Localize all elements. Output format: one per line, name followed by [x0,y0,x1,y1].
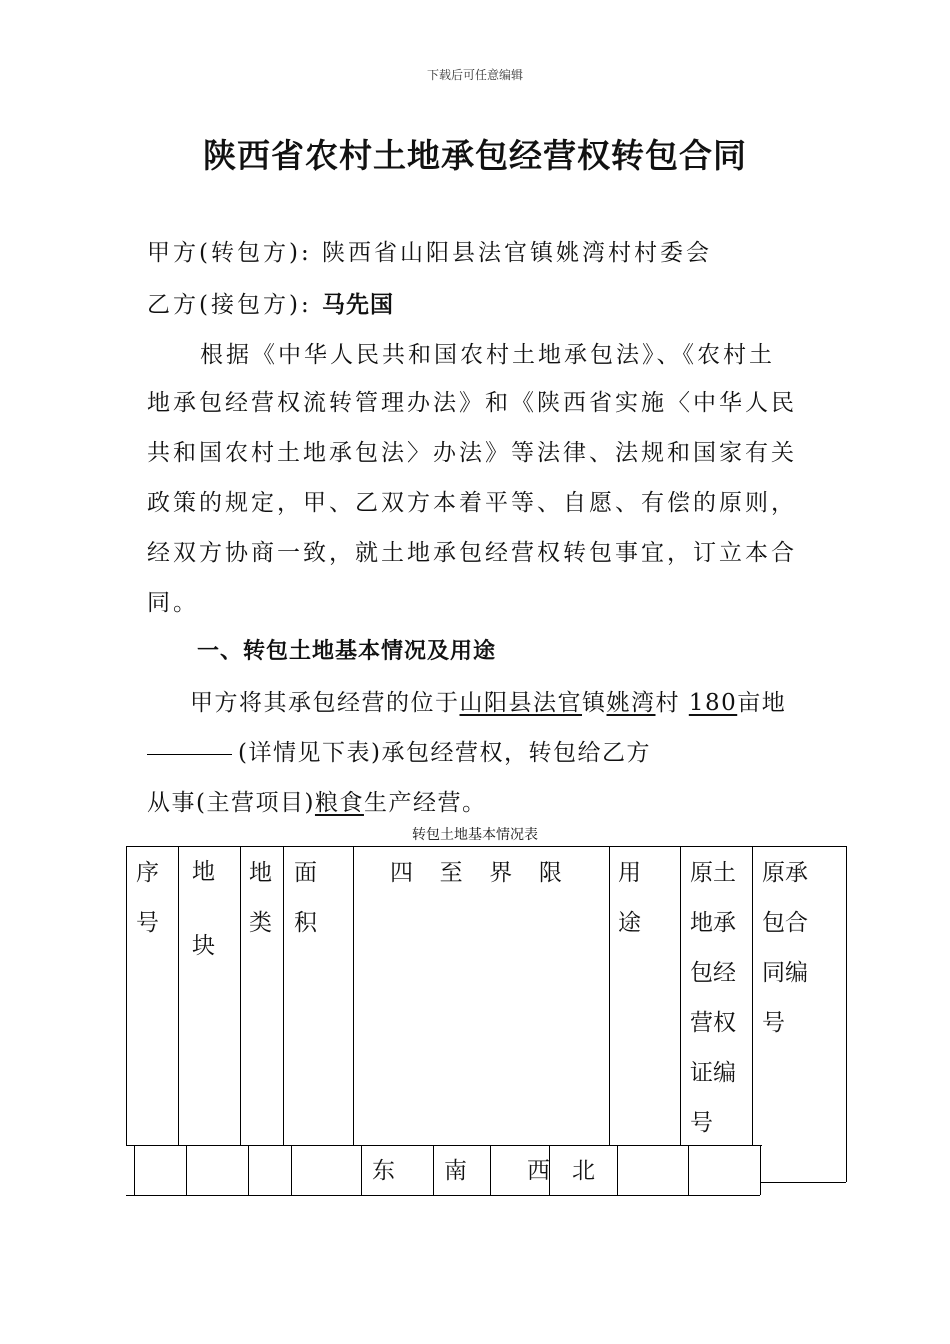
location-county-town: 山阳县法官 [459,690,582,716]
table-border [609,846,610,1145]
table-border [846,846,847,1182]
boundary-south: 南 [444,1158,467,1184]
header-seq: 序 号 [136,860,159,936]
section-1-paragraph-2 [147,734,651,767]
boundary-east: 东 [372,1158,395,1184]
table-border [240,846,241,1145]
location-village: 姚湾 [606,690,656,716]
area-value: 180 [688,690,738,716]
party-b-line [147,286,394,319]
party-b-value: 马先国 [322,292,395,318]
header-contract-number: 原承 包合 同编 号 [762,860,808,1036]
text-span: 从事(主营项目) [147,790,315,816]
header-plot: 地 块 [192,859,215,959]
section-1-heading: 一、转包土地基本情况及用途 [197,639,497,664]
text-span: 甲方将其承包经营的位于 [190,690,460,716]
table-border [353,846,354,1145]
header-use: 用 途 [618,860,641,936]
party-a-label: 甲方(转包方): [147,240,312,266]
boundary-west: 西 [527,1158,550,1184]
header-area: 面 积 [294,860,317,936]
section-1-paragraph-3 [147,784,486,817]
text-span: (详情见下表)承包经营权，转包给乙方 [238,740,651,766]
table-border [490,1145,491,1195]
table-caption: 转包土地基本情况表 [412,827,538,843]
table-border [752,846,753,1145]
table-border [433,1145,434,1195]
text-span: 镇 [582,690,607,716]
intro-line: 同。 [147,590,199,616]
header-land-type: 地 类 [249,860,272,936]
table-border [126,846,127,1145]
boundary-north: 北 [572,1158,595,1184]
blank-line [147,754,232,755]
table-border [178,846,179,1145]
table-border [126,846,846,847]
text-span: 生产经营。 [363,790,487,816]
header-cert-number: 原土 地承 包经 营权 证编 号 [690,860,736,1136]
intro-line: 经双方协商一致，就土地承包经营权转包事宜，订立本合 [147,540,797,566]
intro-line: 共和国农村土地承包法〉办法》等法律、法规和国家有关 [147,440,797,466]
text-span: 亩地 [737,690,787,716]
table-border [134,1145,135,1195]
table-border [688,1145,689,1195]
table-border [283,846,284,1145]
header-boundary: 四 至 界 限 [390,860,566,886]
table-border [126,1195,760,1196]
project-item: 粮食 [314,790,364,816]
table-border [617,1145,618,1195]
party-a-line [147,234,712,267]
table-border [361,1145,362,1195]
section-1-paragraph [190,684,786,717]
table-border [291,1145,292,1195]
table-border [760,1145,761,1195]
document-title: 陕西省农村土地承包经营权转包合同 [203,136,747,175]
party-a-value: 陕西省山阳县法官镇姚湾村村委会 [322,240,713,266]
intro-line: 根据《中华人民共和国农村土地承包法》、《农村土 [200,342,775,368]
table-border [680,846,681,1145]
header-note: 下载后可任意编辑 [426,68,523,82]
party-b-label: 乙方(接包方): [147,292,312,318]
table-border [186,1145,187,1195]
intro-line: 政策的规定，甲、乙双方本着平等、自愿、有偿的原则， [147,490,797,516]
table-border [248,1145,249,1195]
table-border [760,1182,846,1183]
text-span: 村 [655,690,680,716]
intro-line: 地承包经营权流转管理办法》和《陕西省实施〈中华人民 [147,390,797,416]
